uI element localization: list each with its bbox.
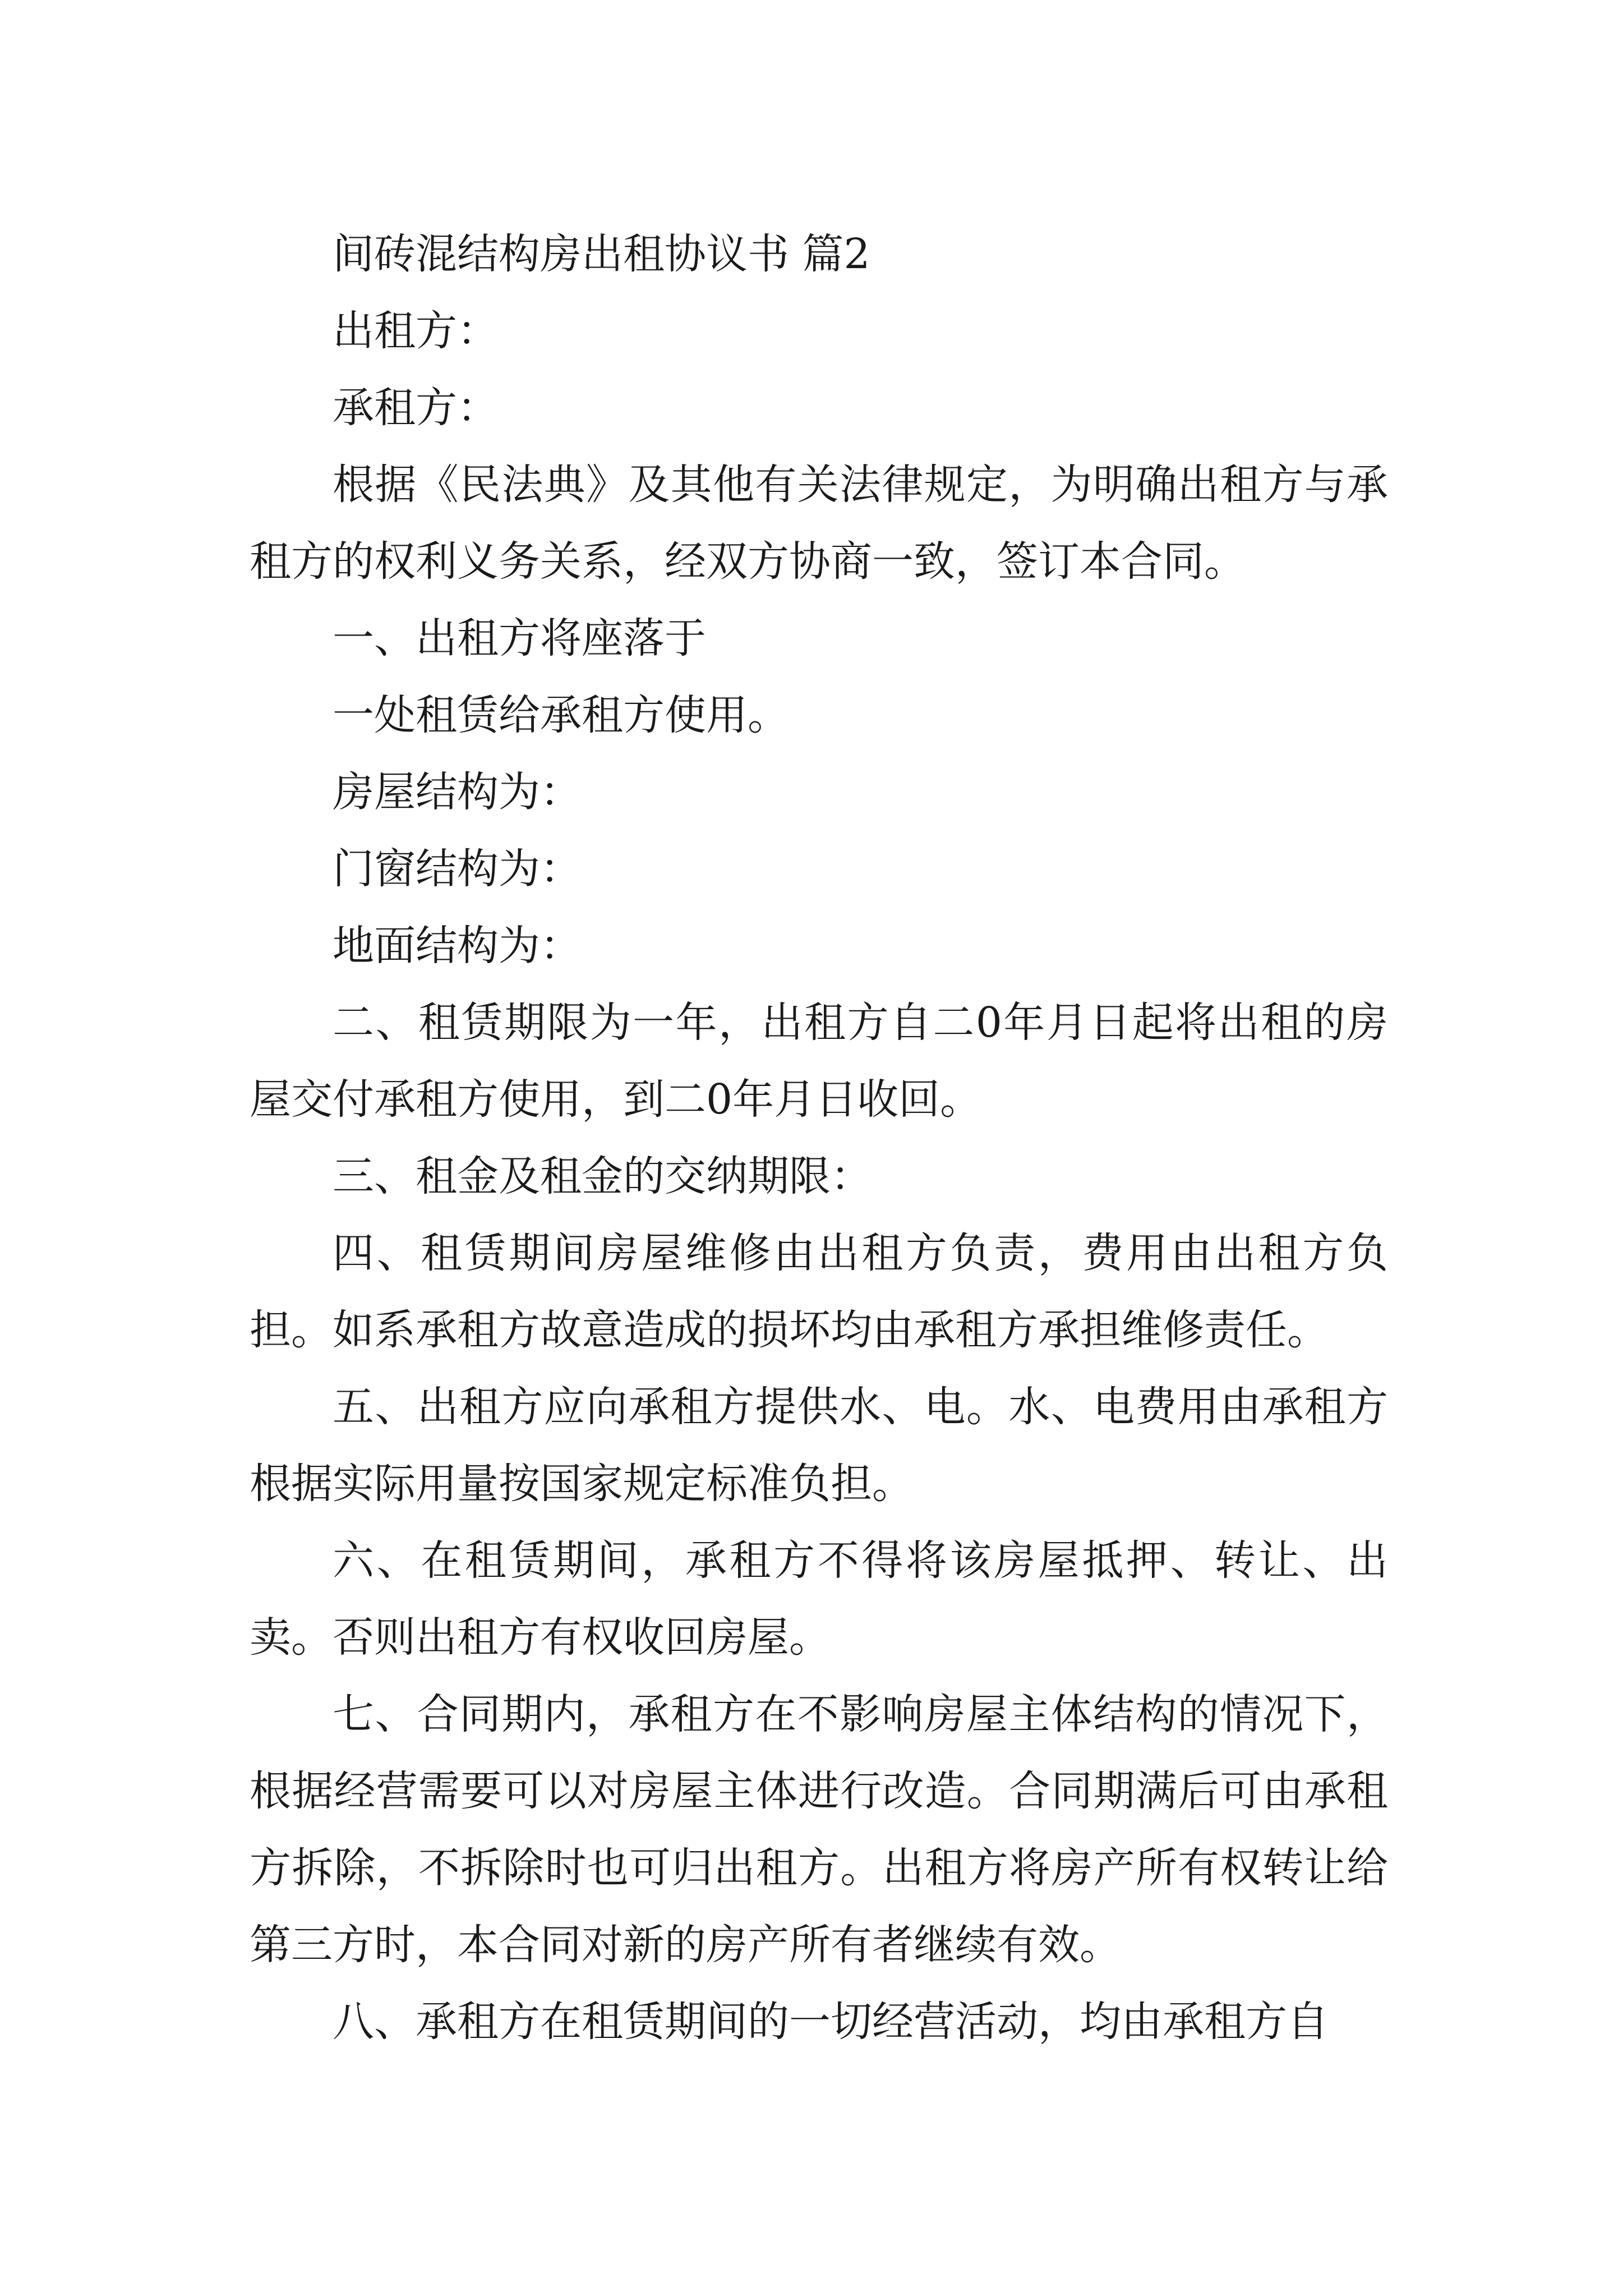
window-structure-field: 门窗结构为： xyxy=(333,845,582,893)
clause-5-utilities: 五、出租方应向承租方提供水、电。水、电费用由承租方根据实际用量按国家规定标准负担。 xyxy=(250,1383,1388,1508)
clause-1-continuation: 一处租赁给承租方使用。 xyxy=(333,691,789,739)
document-body xyxy=(250,216,1388,2060)
house-structure-field: 房屋结构为： xyxy=(333,768,582,816)
clause-3-rent: 三、租金及租金的交纳期限： xyxy=(333,1152,872,1200)
floor-structure-field: 地面结构为： xyxy=(333,922,582,970)
clause-6-restrictions: 六、在租赁期间，承租方不得将该房屋抵押、转让、出卖。否则出租方有权收回房屋。 xyxy=(250,1536,1388,1662)
lessor-field: 出租方： xyxy=(333,307,499,355)
clause-8-operations: 八、承租方在租赁期间的一切经营活动，均由承租方自 xyxy=(333,1998,1329,2046)
lessee-field: 承租方： xyxy=(333,384,499,432)
clause-1-location: 一、出租方将座落于 xyxy=(333,614,706,662)
preamble-paragraph: 根据《民法典》及其他有关法律规定，为明确出租方与承租方的权利义务关系，经双方协商一致，签订本合同。 xyxy=(250,461,1388,586)
clause-2-lease-term: 二、租赁期限为一年，出租方自二0年月日起将出租的房屋交付承租方使用，到二0年月日收回。 xyxy=(250,999,1388,1124)
document-title: 间砖混结构房出租协议书 篇2 xyxy=(333,230,870,278)
clause-4-maintenance: 四、租赁期间房屋维修由出租方负责，费用由出租方负担。如系承租方故意造成的损坏均由承租方承担维修责任。 xyxy=(250,1229,1388,1354)
clause-7-renovation: 七、合同期内，承租方在不影响房屋主体结构的情况下，根据经营需要可以对房屋主体进行改造。合同期满后可由承租方拆除，不拆除时也可归出租方。出租方将房产所有权转让给第三方时，本合同对新的房产所有者继续有效。 xyxy=(250,1690,1388,1969)
